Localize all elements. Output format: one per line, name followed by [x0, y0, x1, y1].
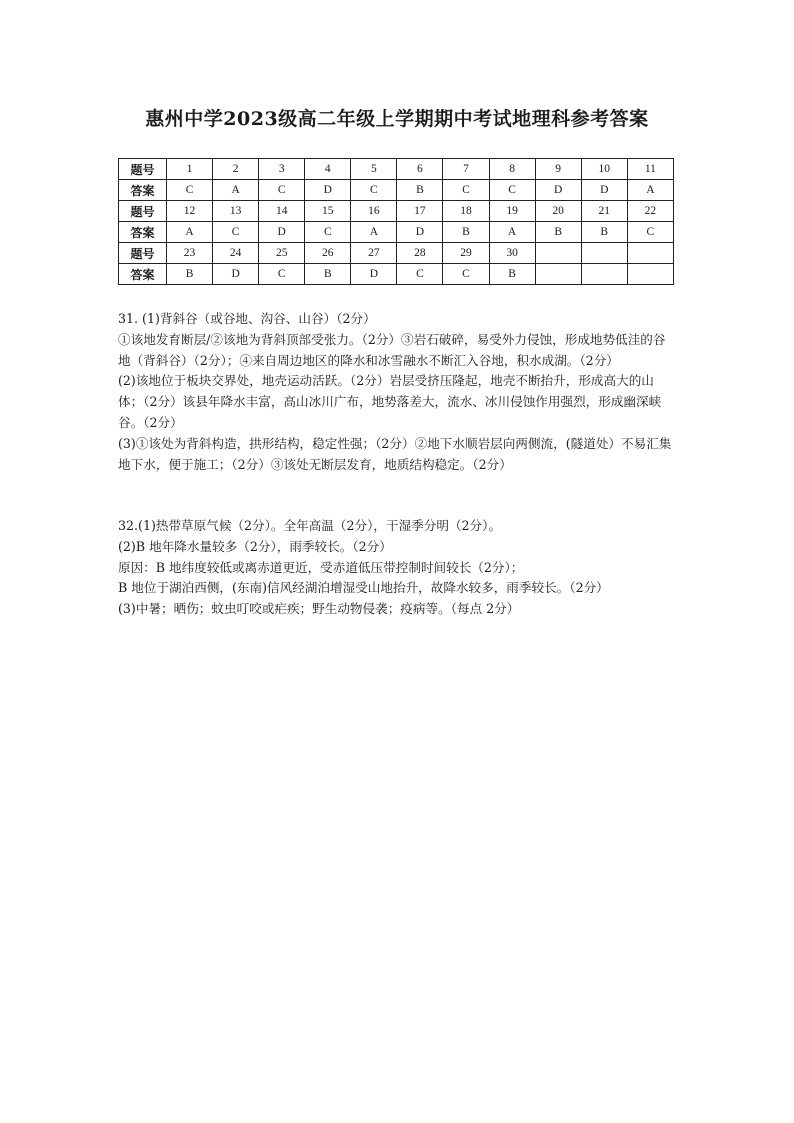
question-31-answer	[118, 309, 678, 475]
answer-cell: D	[213, 264, 259, 285]
question-number: 30	[489, 243, 535, 264]
empty-cell	[627, 243, 673, 264]
row-label: 题号	[119, 159, 167, 180]
row-label: 答案	[119, 264, 167, 285]
question-number: 18	[443, 201, 489, 222]
question-number: 20	[535, 201, 581, 222]
question-number: 26	[305, 243, 351, 264]
answer-cell: C	[443, 180, 489, 201]
answer-cell: C	[397, 264, 443, 285]
empty-cell	[627, 264, 673, 285]
question-number: 12	[167, 201, 213, 222]
empty-cell	[581, 264, 627, 285]
question-number: 3	[259, 159, 305, 180]
answer-cell: A	[627, 180, 673, 201]
row-label: 答案	[119, 180, 167, 201]
answer-paragraph: 原因：B 地纬度较低或离赤道更近，受赤道低压带控制时间较长（2分）；	[118, 559, 524, 575]
answer-cell: C	[489, 180, 535, 201]
answer-cell: B	[305, 264, 351, 285]
answer-cell: C	[305, 222, 351, 243]
question-number: 9	[535, 159, 581, 180]
answer-paragraph: (3)①该处为背斜构造，拱形结构，稳定性强；（2分）②地下水顺岩层向两侧流，(隧道处）不易汇集地下水，便于施工；（2分）③该处无断层发育，地质结构稳定。（2分）	[118, 435, 672, 472]
answer-cell: D	[259, 222, 305, 243]
answer-cell: C	[213, 222, 259, 243]
answer-cell: B	[535, 222, 581, 243]
row-label: 题号	[119, 243, 167, 264]
question-row	[119, 243, 674, 264]
question-number: 7	[443, 159, 489, 180]
question-number: 16	[351, 201, 397, 222]
question-row	[119, 201, 674, 222]
answer-cell: B	[489, 264, 535, 285]
question-row	[119, 159, 674, 180]
row-label: 题号	[119, 201, 167, 222]
answer-cell: C	[259, 264, 305, 285]
answer-paragraph: (2)B 地年降水量较多（2分），雨季较长。（2分）	[118, 538, 392, 554]
answer-cell: B	[167, 264, 213, 285]
empty-cell	[535, 264, 581, 285]
row-label: 答案	[119, 222, 167, 243]
question-number: 27	[351, 243, 397, 264]
answer-paragraph: B 地位于湖泊西侧，(东南)信风经湖泊增湿受山地抬升，故降水较多，雨季较长。（2分）	[118, 580, 609, 596]
answer-paragraph: (3)中暑；晒伤；蚊虫叮咬或疟疾；野生动物侵袭；疫病等。（每点 2分）	[118, 601, 520, 617]
question-number: 23	[167, 243, 213, 264]
answer-paragraph: 31. (1)背斜谷（或谷地、沟谷、山谷）（2分）	[118, 311, 376, 326]
answer-cell: A	[489, 222, 535, 243]
answer-cell: B	[581, 222, 627, 243]
question-number: 1	[167, 159, 213, 180]
answer-cell: C	[259, 180, 305, 201]
question-number: 2	[213, 159, 259, 180]
answer-row	[119, 222, 674, 243]
question-number: 11	[627, 159, 673, 180]
question-32-answer	[118, 516, 678, 620]
answer-cell: C	[443, 264, 489, 285]
answer-cell: B	[443, 222, 489, 243]
answer-cell: A	[167, 222, 213, 243]
answer-cell: D	[397, 222, 443, 243]
empty-cell	[535, 243, 581, 264]
answer-row	[119, 264, 674, 285]
answer-cell: D	[535, 180, 581, 201]
answer-cell: D	[305, 180, 351, 201]
answer-table	[118, 158, 674, 285]
answer-paragraph: (2)该地位于板块交界处，地壳运动活跃。（2分）岩层受挤压隆起，地壳不断抬升，形成高大的山体；（2分）该县年降水丰富，高山冰川广布，地势落差大，流水、冰川侵蚀作用强烈，形成幽深峡谷。（2分）	[118, 373, 662, 430]
question-number: 8	[489, 159, 535, 180]
question-number: 6	[397, 159, 443, 180]
question-number: 28	[397, 243, 443, 264]
question-number: 19	[489, 201, 535, 222]
question-number: 24	[213, 243, 259, 264]
question-number: 22	[627, 201, 673, 222]
question-number: 13	[213, 201, 259, 222]
question-number: 25	[259, 243, 305, 264]
answer-cell: B	[397, 180, 443, 201]
answer-paragraph: ①该地发育断层/②该地为背斜顶部受张力。（2分）③岩石破碎，易受外力侵蚀，形成地势低洼的谷地（背斜谷）（2分）；④来自周边地区的降水和冰雪融水不断汇入谷地，积水成湖。（2分）	[118, 331, 666, 368]
question-number: 10	[581, 159, 627, 180]
answer-cell: A	[351, 222, 397, 243]
answer-cell: C	[167, 180, 213, 201]
answer-cell: C	[351, 180, 397, 201]
answer-cell: D	[351, 264, 397, 285]
question-number: 5	[351, 159, 397, 180]
answer-cell: C	[627, 222, 673, 243]
answer-cell: A	[213, 180, 259, 201]
question-number: 15	[305, 201, 351, 222]
question-number: 17	[397, 201, 443, 222]
page-title: 惠州中学2023级高二年级上学期期中考试地理科参考答案	[145, 108, 649, 130]
answer-row	[119, 180, 674, 201]
question-number: 29	[443, 243, 489, 264]
answer-cell: D	[581, 180, 627, 201]
empty-cell	[581, 243, 627, 264]
question-number: 21	[581, 201, 627, 222]
answer-paragraph: 32.(1)热带草原气候（2分）。全年高温（2分），干湿季分明（2分）。	[118, 518, 502, 533]
question-number: 4	[305, 159, 351, 180]
question-number: 14	[259, 201, 305, 222]
